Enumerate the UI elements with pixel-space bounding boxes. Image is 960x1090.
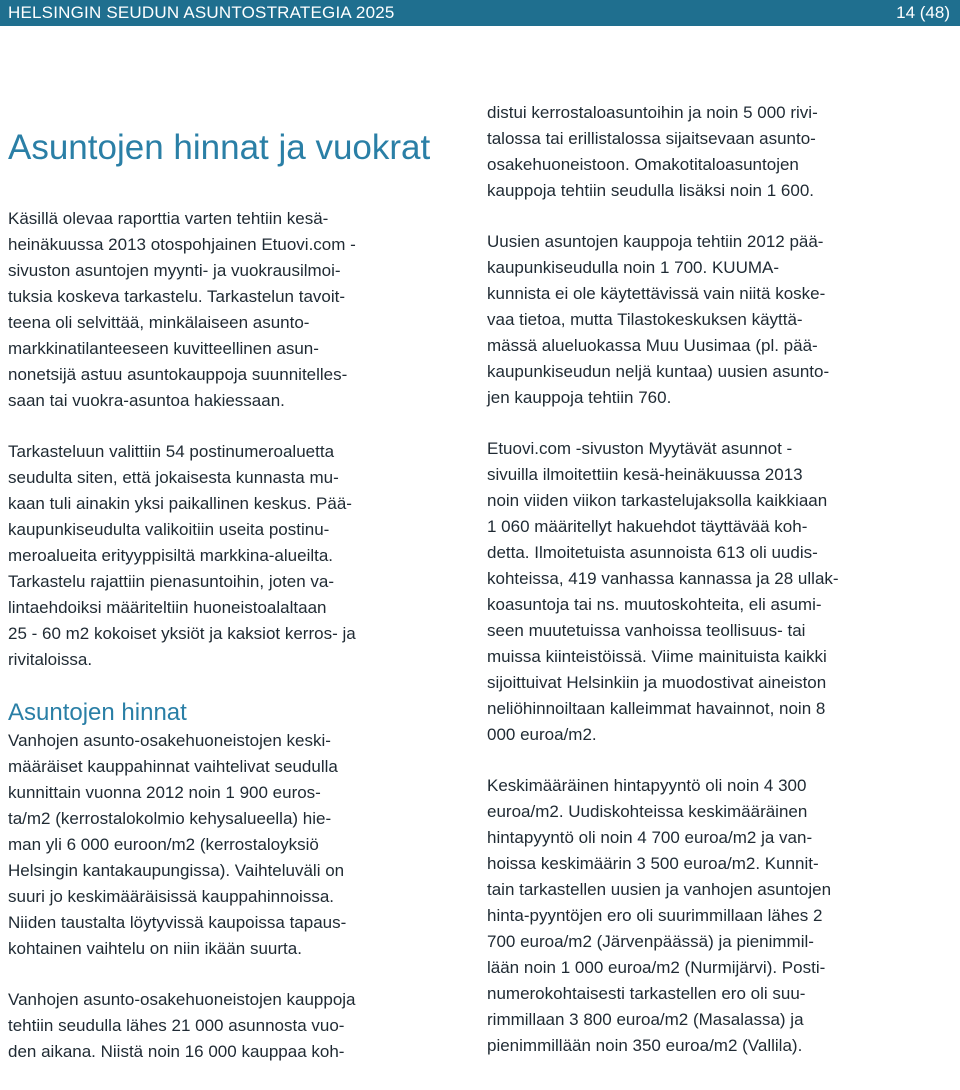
text-line: 25 - 60 m2 kokoiset yksiöt ja kaksiot kerros- ja bbox=[8, 624, 356, 643]
text-line: vaa tietoa, mutta Tilastokeskuksen käyttä- bbox=[487, 310, 803, 329]
paragraph bbox=[8, 987, 438, 1065]
paragraph bbox=[487, 436, 917, 748]
text-line: sivuston asuntojen myynti- ja vuokrausilmoi- bbox=[8, 261, 341, 280]
text-line: suuri jo keskimääräisissä kauppahinnoissa. bbox=[8, 887, 334, 906]
page-header bbox=[0, 0, 960, 26]
right-column bbox=[487, 100, 917, 1084]
text-line: Käsillä olevaa raporttia varten tehtiin kesä- bbox=[8, 209, 329, 228]
paragraph bbox=[487, 229, 917, 411]
text-line: koasuntoja tai ns. muutoskohteita, eli asumi- bbox=[487, 595, 822, 614]
text-line: 000 euroa/m2. bbox=[487, 725, 597, 744]
text-line: sivuilla ilmoitettiin kesä-heinäkuussa 2013 bbox=[487, 465, 803, 484]
text-line: noin viiden viikon tarkastelujaksolla kaikkiaan bbox=[487, 491, 828, 510]
text-line: pienimmillään noin 350 euroa/m2 (Vallila). bbox=[487, 1036, 803, 1055]
text-line: detta. Ilmoitetuista asunnoista 613 oli uudis- bbox=[487, 543, 818, 562]
text-line: distui kerrostaloasuntoihin ja noin 5 000 rivi- bbox=[487, 103, 818, 122]
text-line: kunnittain vuonna 2012 noin 1 900 euros- bbox=[8, 783, 321, 802]
text-line: mässä alueluokassa Muu Uusimaa (pl. pää- bbox=[487, 336, 818, 355]
text-line: osakehuoneistoon. Omakotitaloasuntojen bbox=[487, 155, 799, 174]
text-line: kohtainen vaihtelu on niin ikään suurta. bbox=[8, 939, 302, 958]
text-line: Keskimääräinen hintapyyntö oli noin 4 300 bbox=[487, 776, 807, 795]
paragraph bbox=[8, 206, 438, 414]
text-line: Uusien asuntojen kauppoja tehtiin 2012 pää- bbox=[487, 232, 824, 251]
text-line: seudulta siten, että jokaisesta kunnasta mu- bbox=[8, 468, 339, 487]
text-line: tuksia koskeva tarkastelu. Tarkastelun tavoit- bbox=[8, 287, 346, 306]
text-line: Tarkasteluun valittiin 54 postinumeroaluetta bbox=[8, 442, 335, 461]
text-line: meroalueita erityyppisiltä markkina-alueilta. bbox=[8, 546, 334, 565]
text-line: tain tarkastellen uusien ja vanhojen asuntojen bbox=[487, 880, 832, 899]
paragraph bbox=[8, 728, 438, 962]
text-line: Vanhojen asunto-osakehuoneistojen keski- bbox=[8, 731, 331, 750]
text-line: kaupunkiseudulla noin 1 700. KUUMA- bbox=[487, 258, 780, 277]
text-line: Tarkastelu rajattiin pienasuntoihin, joten va- bbox=[8, 572, 335, 591]
text-line: sijoittuivat Helsinkiin ja muodostivat aineiston bbox=[487, 673, 827, 692]
text-line: rivitaloissa. bbox=[8, 650, 93, 669]
text-line: hintapyyntö oli noin 4 700 euroa/m2 ja van- bbox=[487, 828, 813, 847]
section-heading: Asuntojen hinnat ja vuokrat bbox=[8, 128, 431, 167]
text-line: Helsingin kantakaupungissa). Vaihteluväli on bbox=[8, 861, 345, 880]
paragraph bbox=[8, 439, 438, 673]
text-line: hoissa keskimäärin 3 500 euroa/m2. Kunnit- bbox=[487, 854, 819, 873]
text-line: Vanhojen asunto-osakehuoneistojen kauppoja bbox=[8, 990, 356, 1009]
text-line: kaan tuli ainakin yksi paikallinen keskus. Pää- bbox=[8, 494, 352, 513]
text-line: kaupunkiseudulta valikoitiin useita postinu- bbox=[8, 520, 330, 539]
text-line: numerokohtaisesti tarkastellen ero oli suu- bbox=[487, 984, 806, 1003]
text-line: neliöhinnoiltaan kalleimmat havainnot, noin 8 bbox=[487, 699, 826, 718]
text-line: teena oli selvittää, minkälaiseen asunto- bbox=[8, 313, 310, 332]
text-line: jen kauppoja tehtiin 760. bbox=[487, 388, 672, 407]
left-column bbox=[8, 128, 438, 1090]
text-line: lään noin 1 000 euroa/m2 (Nurmijärvi). Posti- bbox=[487, 958, 826, 977]
text-line: kunnista ei ole käytettävissä vain niitä koske- bbox=[487, 284, 826, 303]
text-line: saan tai vuokra-asuntoa hakiessaan. bbox=[8, 391, 285, 410]
subsection-heading: Asuntojen hinnat bbox=[8, 699, 187, 726]
text-line: tehtiin seudulla lähes 21 000 asunnosta vuo- bbox=[8, 1016, 345, 1035]
text-line: muissa kiinteistöissä. Viime mainituista kaikki bbox=[487, 647, 827, 666]
text-line: heinäkuussa 2013 otospohjainen Etuovi.com - bbox=[8, 235, 356, 254]
page-number: 14 (48) bbox=[896, 3, 950, 22]
text-line: nonetsijä astuu asuntokauppoja suunnitelles- bbox=[8, 365, 348, 384]
text-line: 1 060 määritellyt hakuehdot täyttävää koh- bbox=[487, 517, 808, 536]
text-line: markkinatilanteeseen kuvitteellinen asun- bbox=[8, 339, 319, 358]
text-line: rimmillaan 3 800 euroa/m2 (Masalassa) ja bbox=[487, 1010, 804, 1029]
text-line: kohteissa, 419 vanhassa kannassa ja 28 ullak- bbox=[487, 569, 839, 588]
text-line: kauppoja tehtiin seudulla lisäksi noin 1 600. bbox=[487, 181, 815, 200]
document-title: HELSINGIN SEUDUN ASUNTOSTRATEGIA 2025 bbox=[8, 3, 395, 22]
text-line: lintaehdoiksi määriteltiin huoneistoalaltaan bbox=[8, 598, 327, 617]
text-line: hinta-pyyntöjen ero oli suurimmillaan lähes 2 bbox=[487, 906, 823, 925]
text-line: ta/m2 (kerrostalokolmio kehysalueella) hie- bbox=[8, 809, 332, 828]
text-line: man yli 6 000 euroon/m2 (kerrostaloyksiö bbox=[8, 835, 319, 854]
paragraph bbox=[487, 773, 917, 1059]
text-line: Niiden taustalta löytyvissä kaupoissa tapaus- bbox=[8, 913, 347, 932]
text-line: kaupunkiseudun neljä kuntaa) uusien asunto- bbox=[487, 362, 830, 381]
text-line: den aikana. Niistä noin 16 000 kauppaa koh- bbox=[8, 1042, 345, 1061]
paragraph bbox=[487, 100, 917, 204]
text-line: Etuovi.com -sivuston Myytävät asunnot - bbox=[487, 439, 793, 458]
text-line: 700 euroa/m2 (Järvenpäässä) ja pienimmil- bbox=[487, 932, 814, 951]
text-line: määräiset kauppahinnat vaihtelivat seudulla bbox=[8, 757, 338, 776]
text-line: talossa tai erillistalossa sijaitsevaan asunto- bbox=[487, 129, 816, 148]
text-line: euroa/m2. Uudiskohteissa keskimääräinen bbox=[487, 802, 808, 821]
text-line: seen muutetuissa vanhoissa teollisuus- tai bbox=[487, 621, 806, 640]
